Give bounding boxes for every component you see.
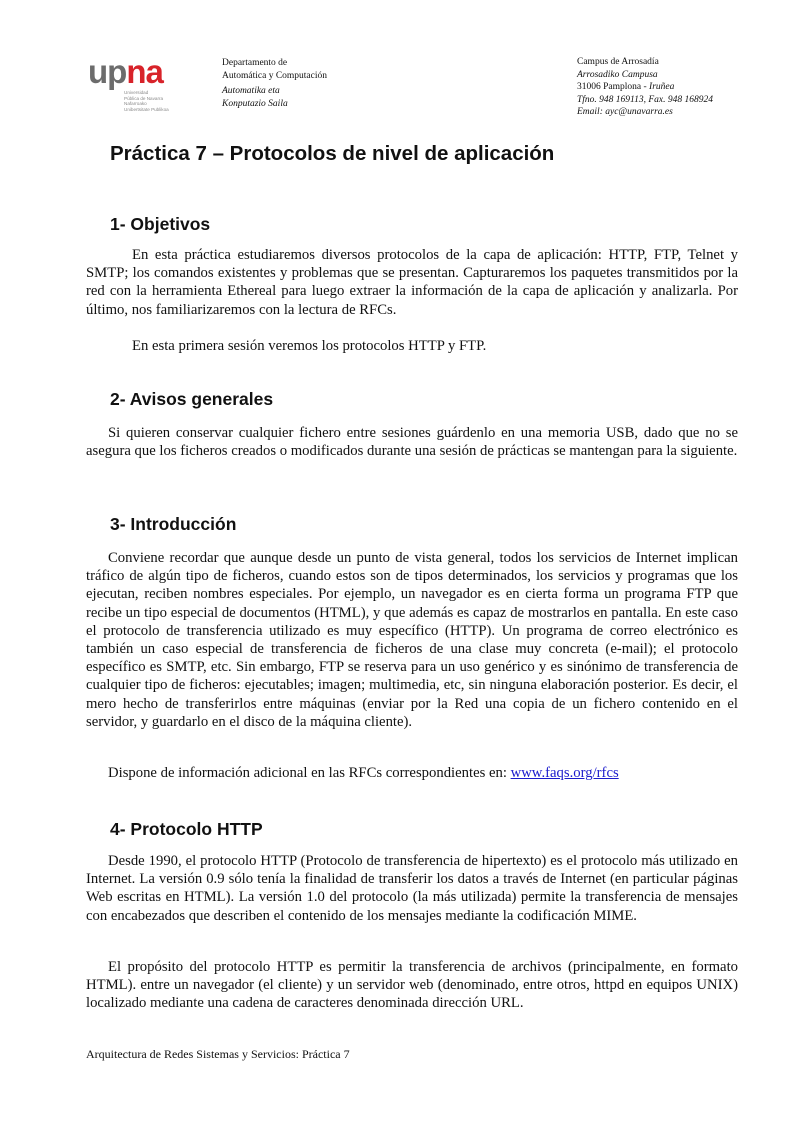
department-line: Automática y Computación <box>222 70 328 81</box>
campus-info <box>577 56 713 119</box>
campus-line: 31006 Pamplona - Iruñea <box>577 82 675 92</box>
paragraph: Conviene recordar que aunque desde un punto de vista general, todos los servicios de Internet implican tráfico de algún tipo de ficheros, cuando estos son de tipos determinados, los servicios y programas que los ejecutan, reciben nombres especiales. Por ejemplo, un navegador es en cierta forma un programa FTP que recibe un tipo especial de documentos (HTML), y que además es capaz de mostrarlos en pantalla. En este caso el protocolo de transferencia utilizado es muy específico (HTTP). Un programa de correo electrónico es también un caso especial de transferencia de ficheros de una clase muy concreta (e-mail); el protocolo específico es SMTP, etc. Sin embargo, FTP se reserva para un uso genérico y es sinónimo de transferencia de cualquier tipo de ficheros: ejecutables; imagen; multimedia, etc, sin ninguna elaboración posterior. Es decir, el mero hecho de transferirlos entre máquinas (enviar por la Red una copia de un fichero contenido en el servidor, y guardarlo en el disco de la máquina cliente). <box>86 550 738 730</box>
page-footer: Arquitectura de Redes Sistemas y Servicios: Práctica 7 <box>86 1047 350 1061</box>
logo-subtitle: Universidad Pública de Navarra Nafarroako Unibertsitate Publikoa <box>124 90 169 112</box>
paragraph: Desde 1990, el protocolo HTTP (Protocolo de transferencia de hipertexto) es el protocolo más utilizado en Internet. La versión 0.9 sólo tenía la finalidad de transferir los datos a través de Internet (en particular páginas Web escritas en HTML). La versión 1.0 del protocolo (la más utilizada) permite la transferencia de mensajes con encabezados que describen el contenido de los mensajes mediante la codificación MIME. <box>86 853 738 924</box>
paragraph: En esta primera sesión veremos los protocolos HTTP y FTP. <box>132 338 487 354</box>
page-title: Práctica 7 – Protocolos de nivel de aplicación <box>110 142 555 165</box>
section-heading-introduccion: 3- Introducción <box>110 514 237 534</box>
logo-wordmark: upna <box>88 53 163 90</box>
rfc-paragraph <box>86 764 738 782</box>
campus-email: Email: ayc@unavarra.es <box>577 107 673 117</box>
section-heading-http: 4- Protocolo HTTP <box>110 819 263 839</box>
department-line: Konputazio Saila <box>222 98 288 109</box>
campus-line: Arrosadiko Campusa <box>577 69 658 80</box>
paragraph: El propósito del protocolo HTTP es permitir la transferencia de archivos (principalmente, en formato HTML). entre un navegador (el cliente) y un servidor web (denominado, entre otros, httpd en equipos UNIX) localizado mediante una cadena de caracteres denominada dirección URL. <box>86 959 738 1012</box>
department-info <box>222 57 327 110</box>
campus-line: Campus de Arrosadía <box>577 57 659 67</box>
rfc-link[interactable]: www.faqs.org/rfcs <box>510 765 619 781</box>
campus-line: Tfno. 948 169113, Fax. 948 168924 <box>577 94 713 105</box>
rfc-text: Dispone de información adicional en las RFCs correspondientes en: <box>108 765 511 781</box>
department-line: Automatika eta <box>222 86 280 96</box>
section-heading-avisos: 2- Avisos generales <box>110 389 274 409</box>
university-logo <box>88 55 200 115</box>
department-line: Departamento de <box>222 58 288 68</box>
paragraph: Si quieren conservar cualquier fichero entre sesiones guárdenlo en una memoria USB, dado que no se asegura que los ficheros creados o modificados durante una sesión de prácticas se mantengan para la siguiente. <box>86 425 738 460</box>
section-heading-objetivos: 1- Objetivos <box>110 214 211 234</box>
paragraph: En esta práctica estudiaremos diversos protocolos de la capa de aplicación: HTTP, FTP, Telnet y SMTP; los comandos existentes y problemas que se presentan. Capturaremos los paquetes transmitidos por la red con la herramienta Ethereal para luego extraer la información de la capa de aplicación y analizarla. Por último, nos familiarizaremos con la lectura de RFCs. <box>86 247 738 318</box>
